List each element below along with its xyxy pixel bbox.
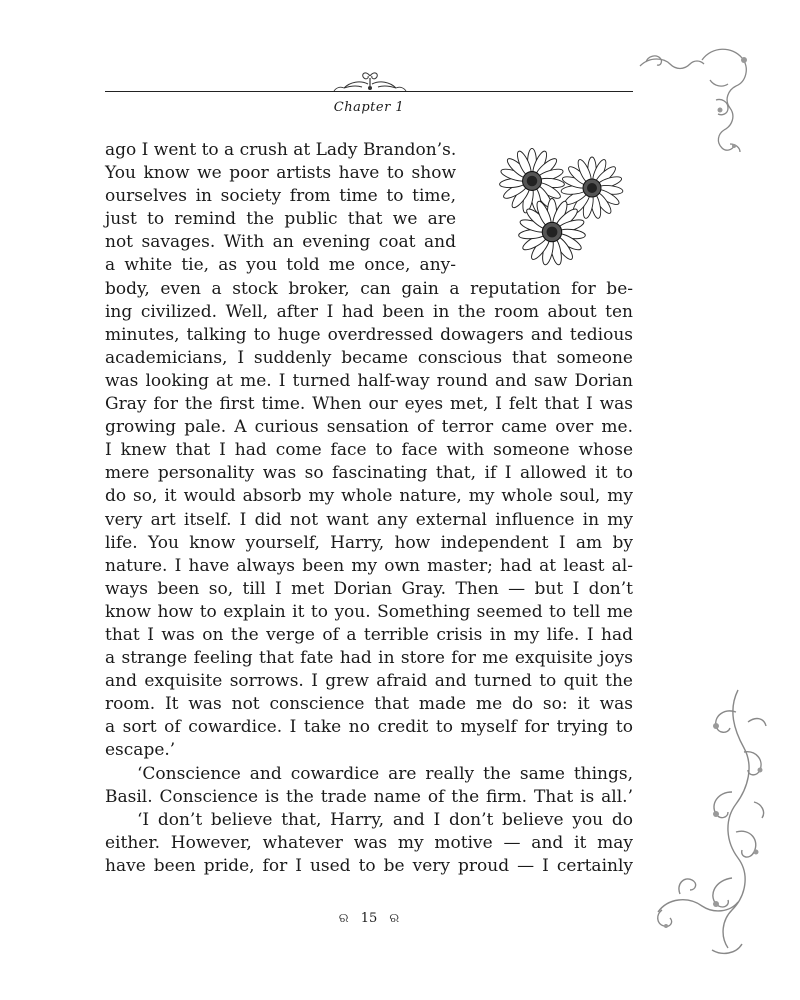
body-text: [105, 139, 633, 878]
text-line: ourselves in society from time to time,: [105, 186, 456, 207]
text-line: was looking at me. I turned half-way round and saw Dorian: [105, 370, 633, 391]
text-line: and exquisite sorrows. I grew afraid and turned to quit the: [105, 671, 633, 692]
text-line: very art itself. I did not want any external influence in my: [105, 509, 633, 530]
text-line: either. However, whatever was my motive — and it may: [105, 832, 633, 853]
text-line: not savages. With an evening coat and: [105, 232, 456, 253]
page-footer: [105, 911, 633, 926]
fleuron-right-icon: ର: [389, 911, 400, 926]
text-line: I knew that I had come face to face with someone whose: [105, 440, 633, 461]
text-line: life. You know yourself, Harry, how independent I am by: [105, 532, 633, 553]
text-line: escape.’: [105, 740, 176, 761]
text-line: know how to explain it to you. Something seemed to tell me: [105, 601, 633, 622]
text-line: growing pale. A curious sensation of terror came over me.: [105, 417, 633, 438]
text-line: do so, it would absorb my whole nature, my whole soul, my: [105, 486, 633, 507]
text-line: You know we poor artists have to show: [105, 163, 456, 184]
text-line: a sort of cowardice. I take no credit to myself for trying to: [105, 717, 633, 738]
text-line: mere personality was so fascinating that, if I allowed it to: [105, 463, 633, 484]
text-line: a white tie, as you told me once, any-: [105, 255, 456, 276]
text-line: ago I went to a crush at Lady Brandon’s.: [105, 140, 457, 160]
text-line: Basil. Conscience is the trade name of the firm. That is all.’: [105, 786, 633, 807]
page-number: 15: [360, 911, 378, 926]
text-line: ‘Conscience and cowardice are really the same things,: [137, 763, 633, 784]
text-line: ways been so, till I met Dorian Gray. Then — but I don’t: [105, 578, 633, 599]
text-line: Gray for the first time. When our eyes met, I felt that I was: [105, 394, 633, 415]
text-line: just to remind the public that we are: [105, 209, 456, 230]
text-line: minutes, talking to huge overdressed dowagers and tedious: [105, 324, 633, 345]
corner-flourish-bottom-icon: [628, 682, 778, 964]
text-line: have been pride, for I used to be very proud — I certainly: [105, 855, 633, 876]
text-line: that I was on the verge of a terrible crisis in my life. I had: [105, 624, 633, 645]
header-rule: [105, 91, 633, 92]
text-line: ‘I don’t believe that, Harry, and I don’t believe you do: [137, 809, 633, 830]
chapter-title: Chapter 1: [333, 100, 405, 115]
text-line: body, even a stock broker, can gain a reputation for be-: [105, 278, 633, 299]
corner-flourish-top-icon: [636, 40, 756, 155]
text-line: room. It was not conscience that made me do so: it was: [105, 694, 633, 715]
text-line: academicians, I suddenly became conscious that someone: [105, 347, 633, 368]
text-line: ing civilized. Well, after I had been in the room about ten: [105, 301, 633, 322]
text-line: nature. I have always been my own master; had at least al-: [105, 555, 633, 576]
fleuron-left-icon: ର: [338, 911, 349, 926]
text-line: a strange feeling that fate had in store for me exquisite joys: [105, 648, 633, 669]
